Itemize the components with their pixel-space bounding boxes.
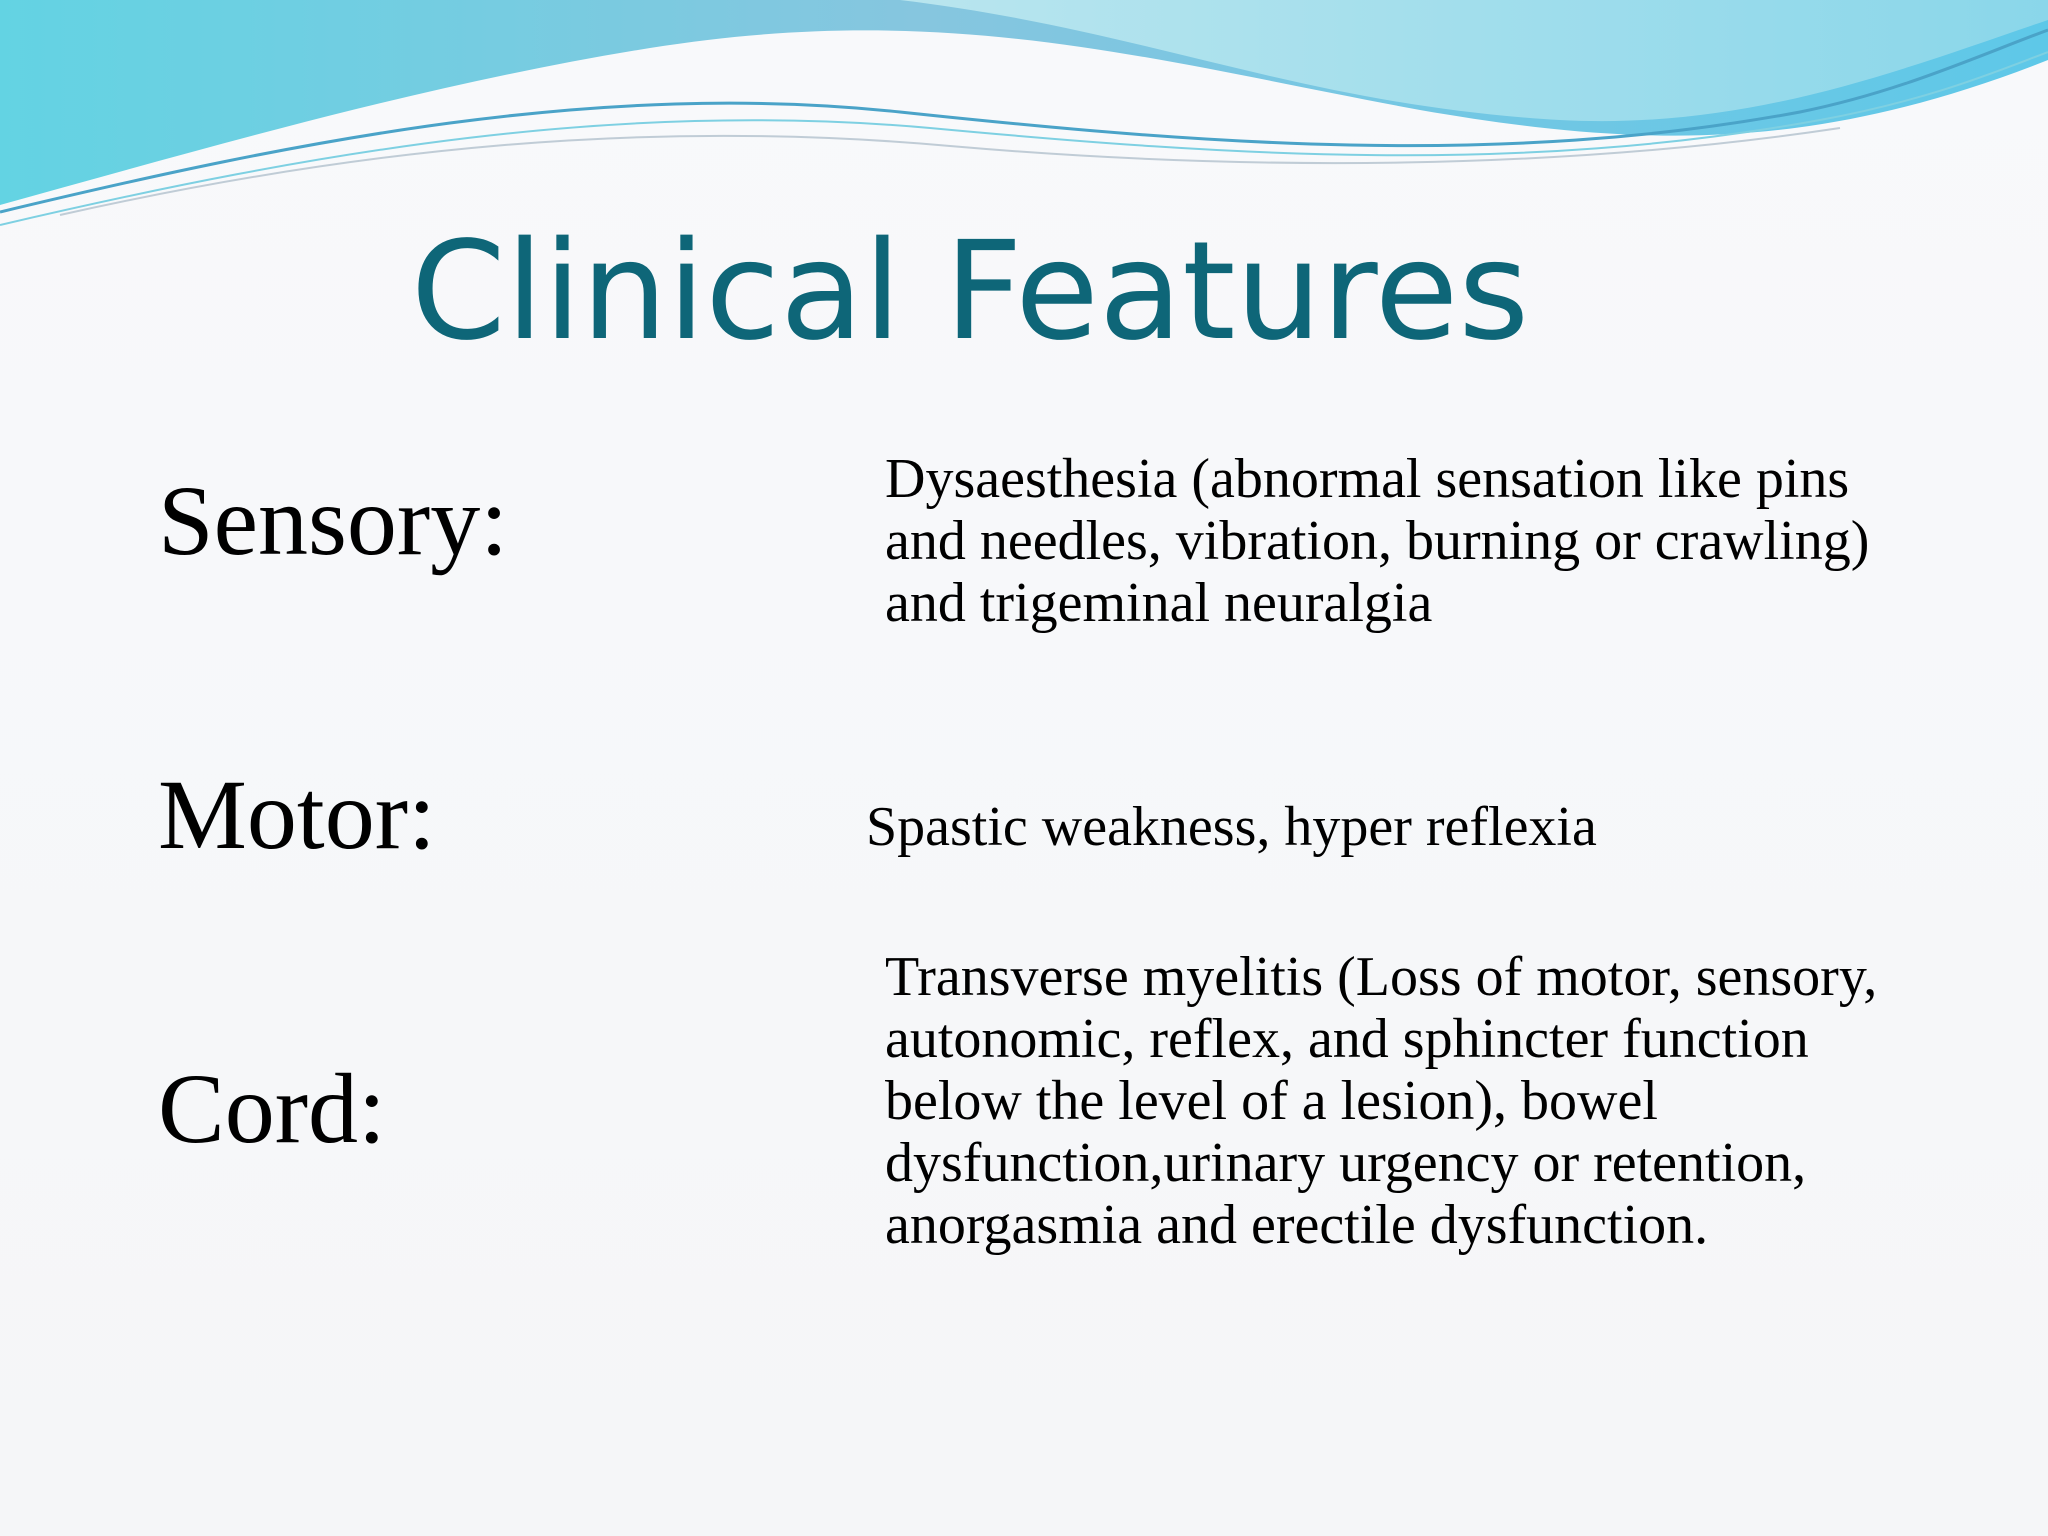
description-cord: Transverse myelitis (Loss of motor, sensory, autonomic, reflex, and sphincter function below the level of a lesion), bowel dysfunction,urinary urgency or retention, anorgasmia and erectile dysfunction. (885, 946, 1878, 1256)
description-motor: Spastic weakness, hyper reflexia (866, 796, 1597, 858)
description-sensory: Dysaesthesia (abnormal sensation like pins and needles, vibration, burning or crawling) and trigeminal neuralgia (885, 448, 1870, 634)
label-motor: Motor: (158, 759, 436, 870)
header-wave-decoration (0, 0, 2048, 240)
label-sensory: Sensory: (158, 465, 508, 576)
label-cord: Cord: (158, 1053, 386, 1164)
slide-title: Clinical Features (410, 213, 1530, 371)
